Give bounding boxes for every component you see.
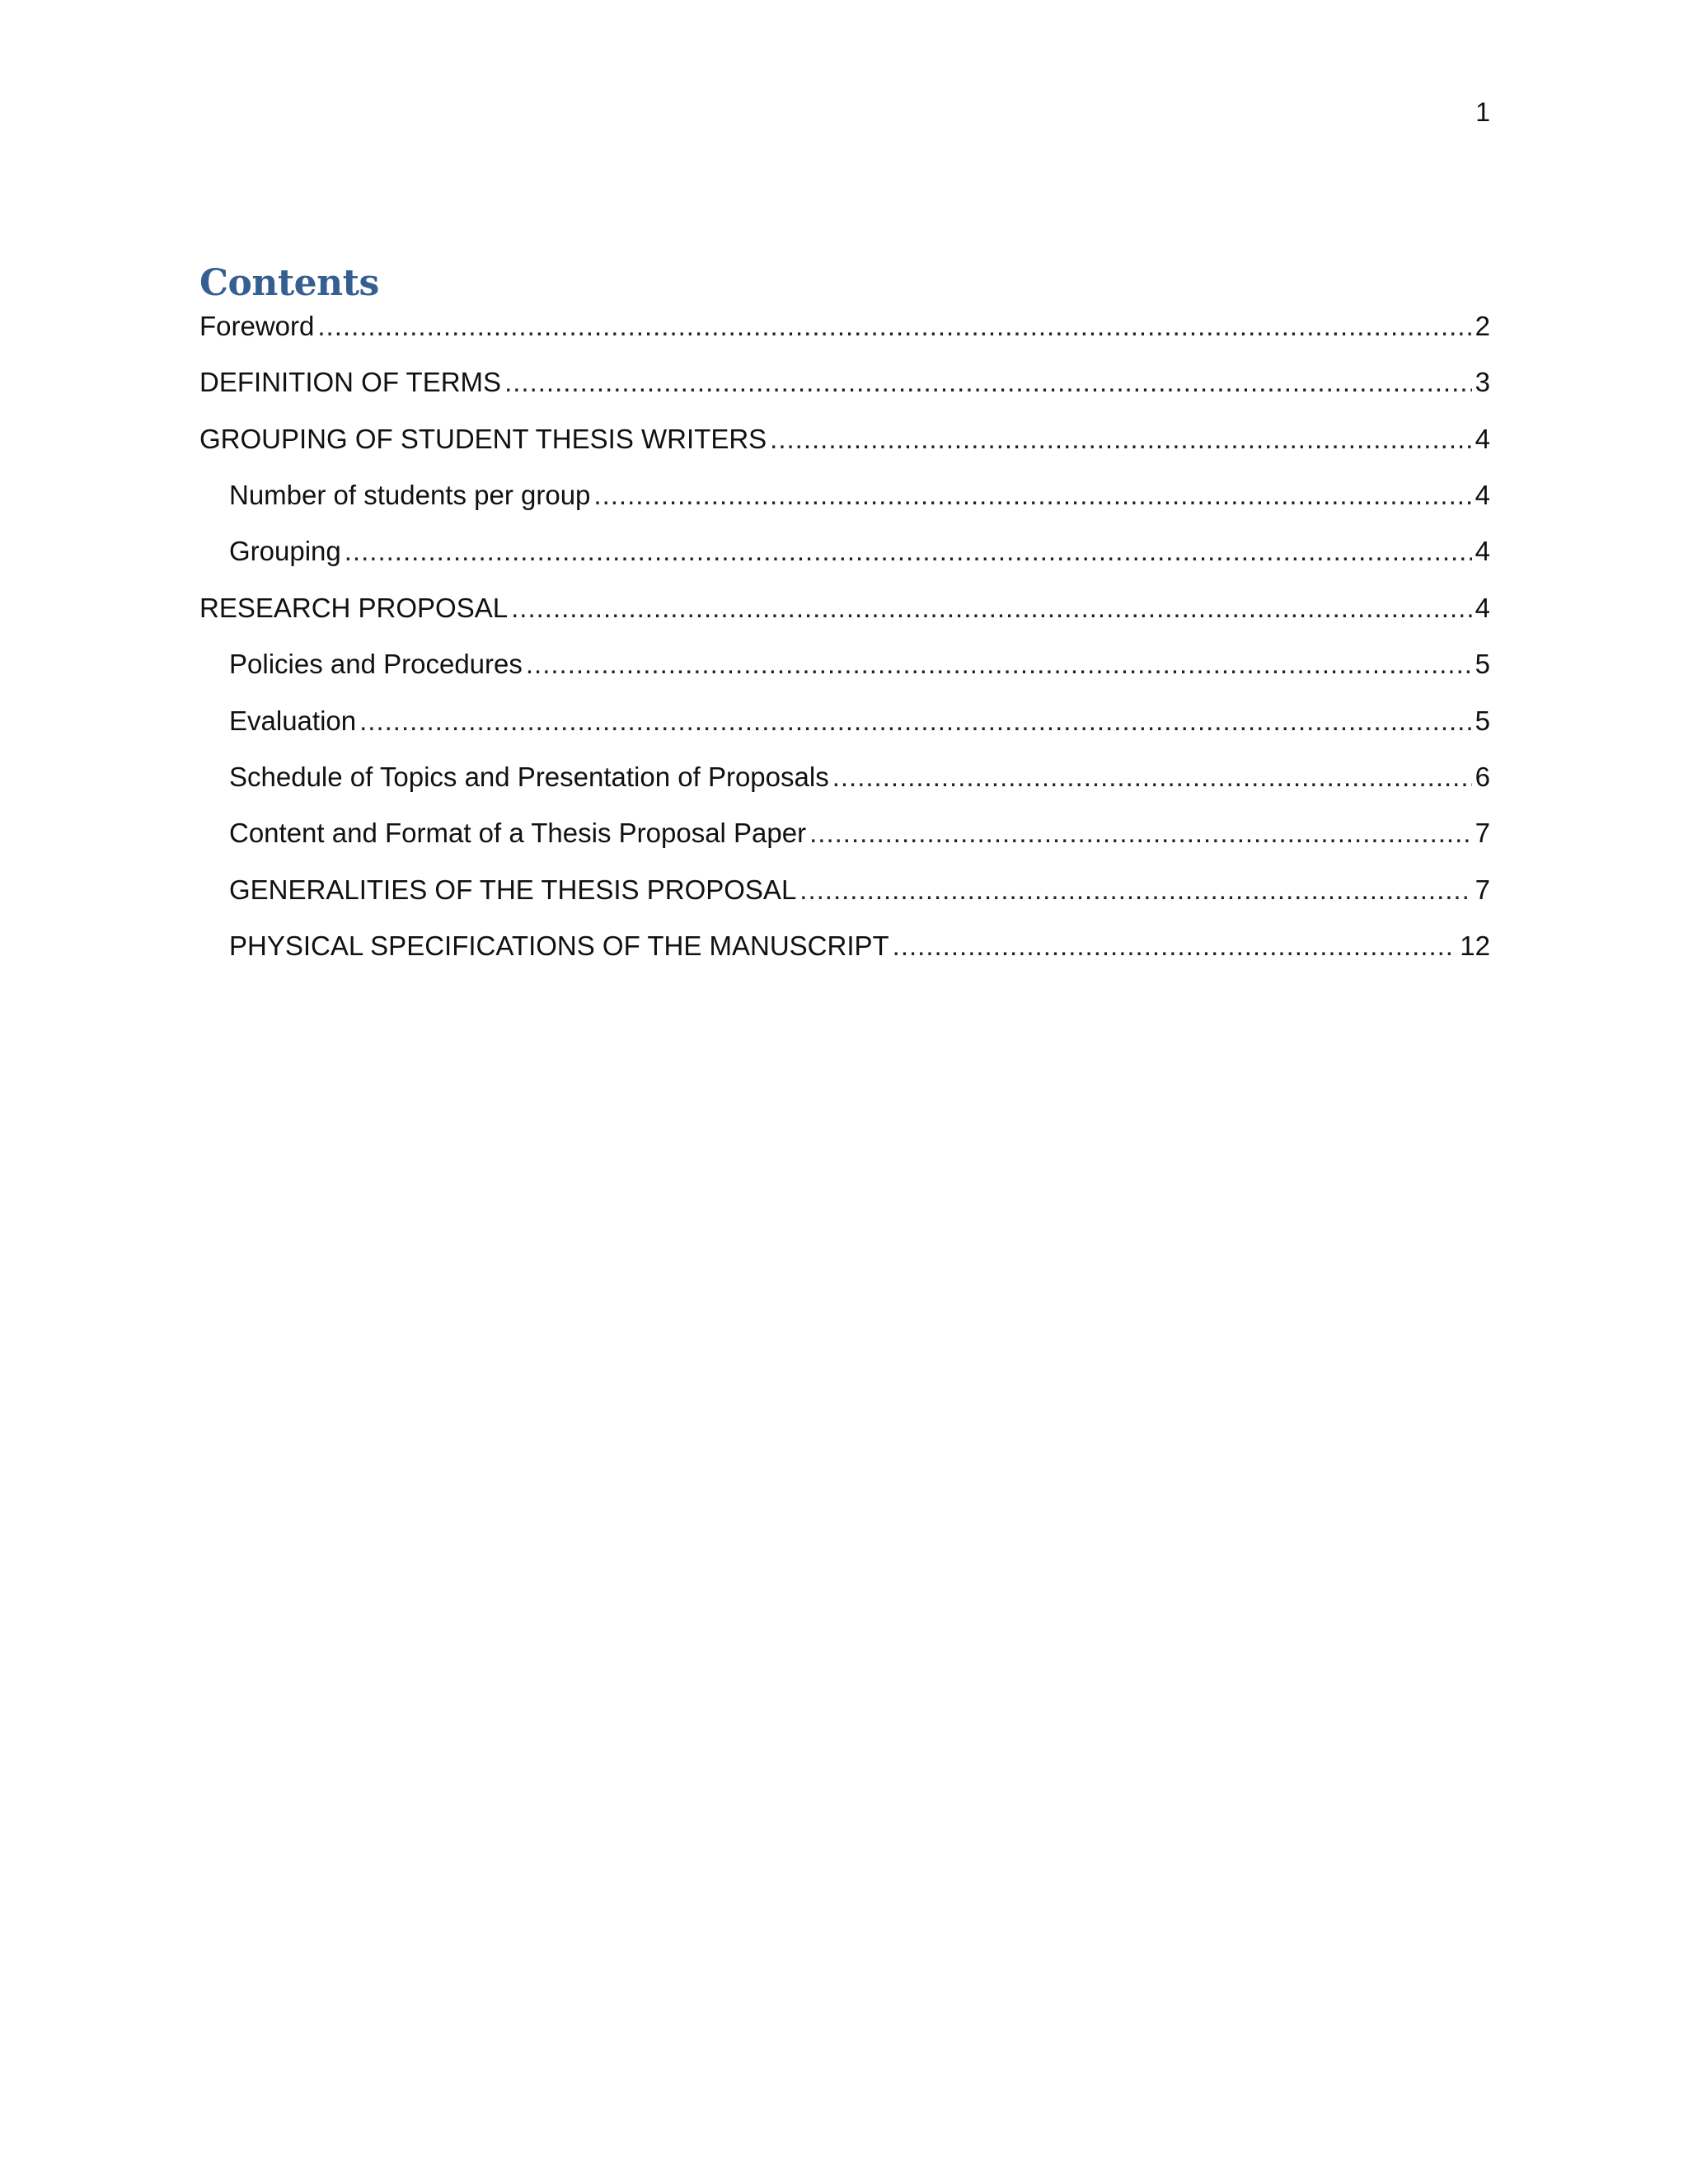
toc-entry-page: 4 bbox=[1475, 592, 1490, 623]
toc-dot-leader bbox=[317, 311, 1471, 342]
toc-heading: Contents bbox=[199, 262, 379, 304]
toc-entry-page: 4 bbox=[1475, 423, 1490, 454]
toc-entry[interactable] bbox=[199, 424, 1490, 480]
toc-entry[interactable] bbox=[199, 536, 1490, 592]
toc-entry-page: 5 bbox=[1475, 705, 1490, 736]
toc-dot-leader bbox=[504, 367, 1472, 398]
table-of-contents bbox=[199, 262, 1490, 987]
toc-entry-label: DEFINITION OF TERMS bbox=[199, 367, 502, 398]
toc-entry-page: 5 bbox=[1475, 649, 1490, 680]
toc-entry-label: Foreword bbox=[199, 310, 315, 341]
toc-dot-leader bbox=[893, 930, 1457, 962]
toc-entry[interactable] bbox=[199, 649, 1490, 705]
toc-entry-page: 4 bbox=[1475, 479, 1490, 510]
toc-entry-page: 12 bbox=[1460, 930, 1490, 962]
toc-entry-page: 3 bbox=[1475, 367, 1490, 398]
toc-entry[interactable] bbox=[199, 930, 1490, 987]
toc-entry-page: 2 bbox=[1475, 310, 1490, 341]
toc-entry-label: Content and Format of a Thesis Proposal Paper bbox=[229, 818, 807, 849]
toc-dot-leader bbox=[593, 480, 1471, 511]
toc-entry[interactable] bbox=[199, 480, 1490, 536]
toc-entry-label: Evaluation bbox=[229, 705, 357, 736]
toc-dot-leader bbox=[511, 593, 1472, 624]
toc-entry-label: Schedule of Topics and Presentation of Proposals bbox=[229, 761, 829, 792]
toc-dot-leader bbox=[345, 536, 1472, 567]
toc-entry-label: RESEARCH PROPOSAL bbox=[199, 592, 509, 623]
toc-dot-leader bbox=[526, 649, 1472, 680]
toc-entry[interactable] bbox=[199, 593, 1490, 649]
toc-entry[interactable] bbox=[199, 818, 1490, 874]
toc-dot-leader bbox=[809, 818, 1472, 849]
toc-entry-page: 6 bbox=[1475, 761, 1490, 792]
toc-dot-leader bbox=[770, 424, 1471, 455]
toc-entry[interactable] bbox=[199, 874, 1490, 930]
toc-entry-page: 4 bbox=[1475, 536, 1490, 567]
toc-entry[interactable] bbox=[199, 762, 1490, 818]
toc-dot-leader bbox=[799, 874, 1471, 906]
toc-entry-label: GENERALITIES OF THE THESIS PROPOSAL bbox=[229, 874, 797, 905]
toc-entry[interactable] bbox=[199, 311, 1490, 367]
toc-entry[interactable] bbox=[199, 367, 1490, 423]
toc-entry-label: PHYSICAL SPECIFICATIONS OF THE MANUSCRIPT bbox=[229, 930, 889, 962]
toc-list bbox=[199, 311, 1490, 987]
page-number: 1 bbox=[1475, 97, 1490, 127]
toc-entry-label: Number of students per group bbox=[229, 479, 591, 510]
toc-entry-page: 7 bbox=[1475, 874, 1490, 905]
toc-entry-label: Policies and Procedures bbox=[229, 649, 523, 680]
toc-dot-leader bbox=[359, 705, 1472, 737]
toc-entry-page: 7 bbox=[1475, 818, 1490, 849]
toc-entry-label: GROUPING OF STUDENT THESIS WRITERS bbox=[199, 423, 767, 454]
toc-entry[interactable] bbox=[199, 705, 1490, 762]
toc-dot-leader bbox=[832, 762, 1472, 793]
toc-entry-label: Grouping bbox=[229, 536, 341, 567]
